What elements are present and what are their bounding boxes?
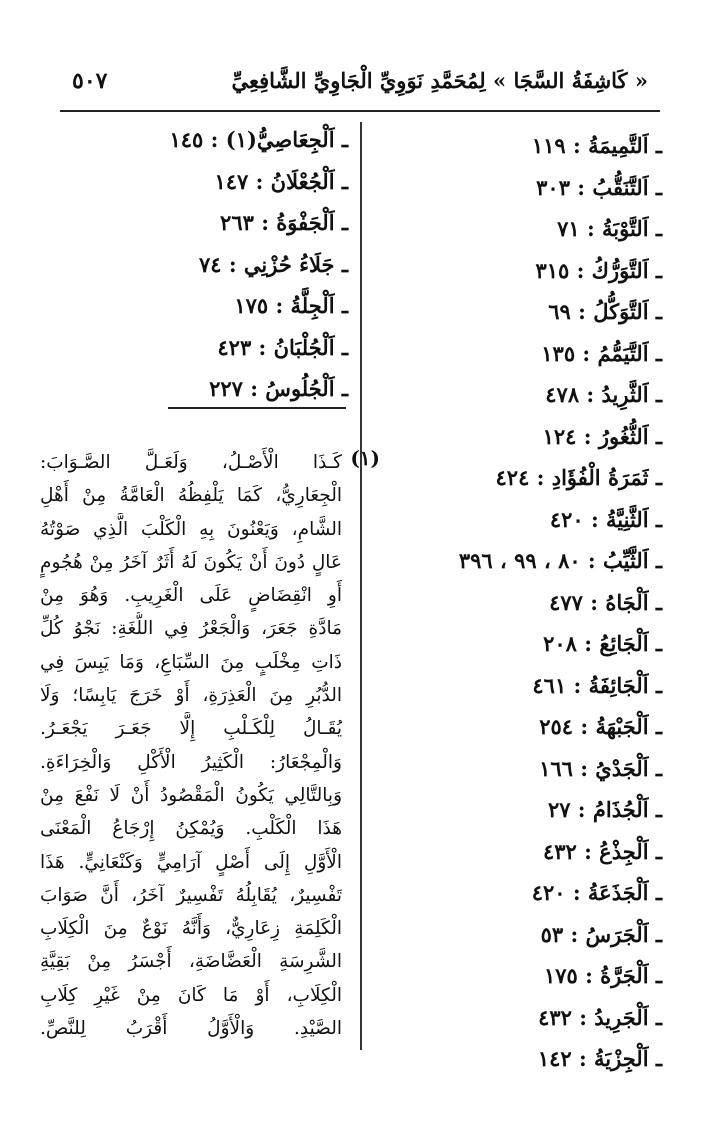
footnote-line: الدُّبُرِ مِنَ الْعَذِرَةِ، أَوْ خَرَجَ يَابِسًا؛ وَلَا xyxy=(40,685,342,707)
page-number: ٥٠٧ xyxy=(72,68,108,94)
footnote-line: الْأَوَّلِ إِلَى أَصْلٍ آرَامِيٍّ وَكَنْعَانِيٍّ. هَذَا xyxy=(40,851,342,873)
footnote-line: أَوِ انْقِضَاضٍ عَلَى الْغَرِيبِ. وَهُوَ مِنْ xyxy=(40,585,342,607)
index-entry: ـ اَلْجَدْيُ : ١٦٦ xyxy=(539,755,662,781)
index-entry: ـ اَلْجَائِعُ : ٢٠٨ xyxy=(543,631,662,656)
footnote-line: هَذَا الْكَلْبِ. وَيُمْكِنُ إِرْجَاعُ الْمَعْنَى xyxy=(40,818,342,840)
index-entry: ـ اَلْجَائِفَةُ : ٤٦١ xyxy=(532,672,662,698)
footnote-line: الْكَلِمَةِ زِعَارِيٌّ، وَأَنَّهُ نَوْعٌ مِنَ الْكِلَابِ xyxy=(40,918,342,940)
index-entry: ـ اَلْجِلَّةُ : ١٧٥ xyxy=(234,293,348,318)
footnote-line: وَبِالتَّالِي يَكُونُ الْمَقْصُودُ أَنْ لَا نَفْعَ مِنْ xyxy=(40,784,342,806)
footnote-marker: (١) xyxy=(350,446,380,470)
page-header xyxy=(60,58,660,104)
index-entry: ـ اَلْجُلْبَانُ : ٤٢٣ xyxy=(217,334,348,360)
index-entry: ـ اَلتَّنَقُّبُ : ٣٠٣ xyxy=(536,174,662,200)
index-entry: ـ ثَمَرَةُ الْفُؤَادِ : ٤٢٤ xyxy=(495,465,662,490)
index-entry: ـ اَلْجُلُوسُ : ٢٢٧ xyxy=(209,376,348,401)
index-entry: ـ اَلثَّرِيدُ : ٤٧٨ xyxy=(545,382,662,407)
index-entry: ـ اَلْجُعْلَانُ : ١٤٧ xyxy=(214,168,348,194)
footnote-line: ذَاتِ مِخْلَبٍ مِنَ السِّبَاعِ، وَمَا يَبِسَ فِي xyxy=(40,651,342,673)
index-entry: ـ اَلتَّوَرُّكُ : ٣١٥ xyxy=(535,257,662,283)
column-divider xyxy=(360,122,362,1050)
index-entry: ـ اَلتَّوْبَةُ : ٧١ xyxy=(557,216,662,241)
index-entry: ـ اَلْجِزْيَةُ : ١٤٢ xyxy=(537,1046,662,1071)
header-rule xyxy=(60,110,660,112)
footnote-line: مَادَّةِ جَعَرَ، وَالْجَعْرُ فِي اللُّغَةِ: نَجْوُ كُلِّ xyxy=(40,618,342,640)
index-entry: ـ اَلْجَفْوَةُ : ٢٦٣ xyxy=(220,210,348,235)
index-entry: ـ اَلْجُذَامُ : ٢٧ xyxy=(547,797,662,822)
index-entry: ـ اَلْجَرِيدُ : ٤٣٢ xyxy=(538,1004,662,1030)
index-entry: ـ اَلْجِعَاصِيُّ(١) : ١٤٥ xyxy=(169,127,348,152)
footnote-line: كَـذَا الْأَصْـلُ، وَلَعَـلَّ الصَّـوَابَ: xyxy=(40,452,342,473)
index-entry: ـ اَلثَّيِّبُ : ٨٠ ، ٩٩ ، ٣٩٦ xyxy=(458,548,662,573)
footnote-line: تَفْسِيرٌ، يُقَابِلُهُ تَفْسِيرٌ آخَرُ، أَنَّ صَوَابَ xyxy=(40,884,342,906)
footnote-line: عَالٍ دُونَ أَنْ يَكُونَ لَهُ أَثَرٌ آخَرُ مِنْ هُجُومٍ xyxy=(40,551,342,573)
index-column-right xyxy=(372,128,662,1083)
index-entry: ـ جَلَاءُ حُزْنِي : ٧٤ xyxy=(198,251,348,277)
running-title: « كَاشِفَةُ السَّجَا » لِمُحَمَّدِ نَوَوِيِّ الْجَاوِيِّ الشَّافِعِيِّ xyxy=(231,68,648,93)
footnote-line: الْكِلَابِ، أَوْ مَا كَانَ مِنْ غَيْرِ كِلَابِ xyxy=(40,984,342,1006)
index-entry: ـ اَلتَّيَمُّمُ : ١٣٥ xyxy=(541,340,662,366)
index-entry: ـ اَلثَّنِيَّةُ : ٤٢٠ xyxy=(549,506,662,532)
index-column-left xyxy=(168,122,348,413)
footnote-line: الشَّرِسَةِ الْعَضَّاضَةِ، أَجْسَرُ مِنْ بَقِيَّةِ xyxy=(40,951,342,973)
footnote-line: وَالْمِجْعَارُ: الْكَثِيرُ الْأَكْلِ وَالْخِرَاءَةِ. xyxy=(40,751,342,773)
index-entry: ـ اَلْجَرَّةُ : ١٧٥ xyxy=(543,963,662,988)
index-entry: ـ اَلتَّوَكُّلُ : ٦٩ xyxy=(548,299,662,324)
index-entry: ـ اَلْجَاهُ : ٤٧٧ xyxy=(549,589,662,615)
index-entry: ـ اَلْجِذْعُ : ٤٣٢ xyxy=(542,838,662,864)
footnote-separator xyxy=(168,407,346,409)
footnote-line: الْجِعَارِيُّ، كَمَا يَلْفِظُهُ الْعَامَّةُ مِنْ أَهْلِ xyxy=(40,485,342,507)
footnote-line: الصَّيْدِ. وَالْأَوَّلُ أَقْرَبُ لِلنَّصِّ. xyxy=(40,1018,342,1040)
index-entry: ـ اَلتَّمِيمَةُ : ١١٩ xyxy=(531,133,662,158)
footnote-line: يُقَـالُ لِلْكَـلْبِ إِلَّا جَعَـرَ يَجْعَـرُ. xyxy=(40,718,342,740)
index-entry: ـ اَلْجَبْهَةُ : ٢٥٤ xyxy=(539,714,662,739)
index-entry: ـ اَلْجَذَعَةُ : ٤٢٠ xyxy=(531,880,662,905)
footnote-line: الشَّامِ، وَيَعْنُونَ بِهِ الْكَلْبَ الَّذِي صَوْتُهُ xyxy=(40,518,342,540)
footnote xyxy=(40,446,380,1045)
index-entry: ـ اَلْجَرَسُ : ٥٣ xyxy=(540,921,662,947)
index-entry: ـ اَلثُّغُورُ : ١٢٤ xyxy=(542,423,662,449)
